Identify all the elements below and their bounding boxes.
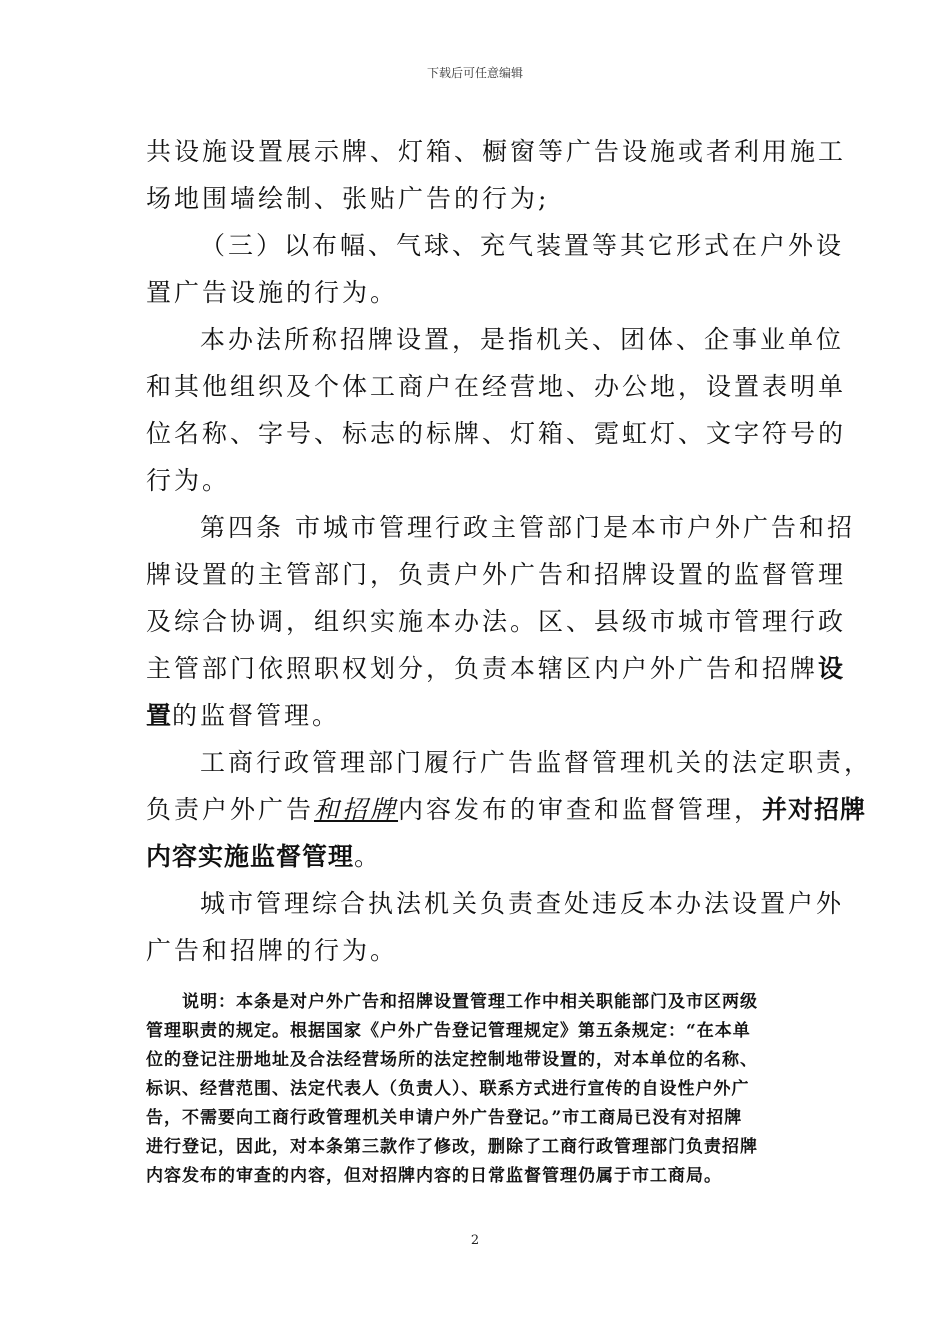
- bold-text-run: 并对招牌: [762, 795, 867, 824]
- text-line: 共设施设置展示牌、灯箱、橱窗等广告设施或者利用施工: [146, 137, 847, 166]
- text-line: 置广告设施的行为。: [146, 278, 399, 307]
- text-line: 及综合协调，组织实施本办法。区、县级市城市管理行政: [146, 607, 847, 636]
- page-header: 下载后可任意编辑: [426, 66, 523, 80]
- text-run: 。: [354, 842, 383, 871]
- note-line: 位的登记注册地址及合法经营场所的法定控制地带设置的，对本单位的名称、: [146, 1050, 758, 1070]
- paragraph-6: [146, 880, 845, 974]
- paragraph-5: [146, 739, 873, 880]
- text-line: 本办法所称招牌设置，是指机关、团体、企事业单位: [200, 325, 845, 354]
- underlined-text-run: 和招牌: [314, 795, 399, 824]
- text-run: 主管部门依照职权划分，负责本辖区内户外广告和招牌: [146, 654, 819, 683]
- text-line: 牌设置的主管部门，负责户外广告和招牌设置的监督管理: [146, 560, 847, 589]
- bold-text-run: 置: [146, 701, 173, 730]
- explanatory-note: [146, 988, 818, 1191]
- text-line: [146, 645, 845, 692]
- text-line: 位名称、字号、标志的标牌、灯箱、霓虹灯、文字符号的: [146, 419, 847, 448]
- text-line: 工商行政管理部门履行广告监督管理机关的法定职责，: [200, 748, 873, 777]
- text-line: 第四条 市城市管理行政主管部门是本市户外广告和招: [200, 513, 855, 542]
- text-run: 内容发布的审查和监督管理，: [398, 795, 763, 824]
- text-line: 场地围墙绘制、张贴广告的行为;: [146, 184, 550, 213]
- paragraph-4: [146, 504, 855, 739]
- note-line: 标识、经营范围、法定代表人（负责人）、联系方式进行宣传的自设性户外广: [146, 1079, 750, 1099]
- text-line: [146, 833, 818, 880]
- text-line: [146, 692, 818, 739]
- text-line: （三）以布幅、气球、充气装置等其它形式在户外设: [200, 231, 845, 260]
- note-line: 进行登记，因此，对本条第三款作了修改，删除了工商行政管理部门负责招牌: [146, 1137, 758, 1157]
- text-run: 负责户外广告: [146, 795, 315, 824]
- document-body: [146, 128, 873, 1191]
- text-line: 和其他组织及个体工商户在经营地、办公地，设置表明单: [146, 372, 847, 401]
- text-line: 广告和招牌的行为。: [146, 936, 399, 965]
- page-number: 2: [470, 1233, 480, 1248]
- paragraph-3: [146, 316, 847, 504]
- text-run: 的监督管理。: [172, 701, 341, 730]
- note-line: 内容发布的审查的内容，但对招牌内容的日常监督管理仍属于市工商局。: [146, 1166, 722, 1186]
- note-line: 管理职责的规定。根据国家《户外广告登记管理规定》第五条规定：“在本单: [146, 1021, 751, 1041]
- text-line: 城市管理综合执法机关负责查处违反本办法设置户外: [200, 889, 845, 918]
- text-line: 行为。: [146, 466, 231, 495]
- paragraph-1: [146, 128, 847, 222]
- text-line: [146, 786, 867, 833]
- bold-text-run: 设: [818, 654, 845, 683]
- paragraph-2: [146, 222, 845, 316]
- note-line: 告，不需要向工商行政管理机关申请户外广告登记。”市工商局已没有对招牌: [146, 1108, 743, 1128]
- note-line: 说明：本条是对户外广告和招牌设置管理工作中相关职能部门及市区两级: [182, 992, 758, 1012]
- bold-text-run: 内容实施监督管理: [146, 842, 355, 871]
